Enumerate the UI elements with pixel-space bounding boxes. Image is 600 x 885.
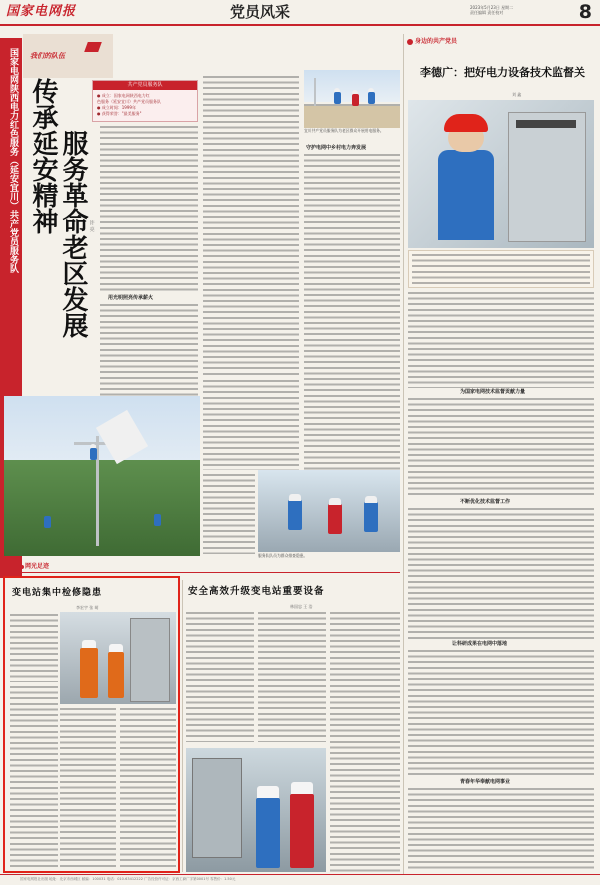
right-article-title: 李德广：把好电力设备技术监督关 <box>420 66 585 79</box>
photo-caption: 宜川共产党员服务队为老区群众开展用电服务。 <box>304 128 384 133</box>
lead-body-column <box>203 474 255 554</box>
lead-author: 许 亮 <box>88 220 95 232</box>
lead-body-column <box>100 126 198 294</box>
masthead-editors: 责任编辑 责任校对 <box>470 10 504 15</box>
column-divider <box>403 34 404 874</box>
right-article-author: 刘 鑫 <box>512 92 522 97</box>
engineer-photo <box>408 100 594 248</box>
page-number: 8 <box>578 1 592 23</box>
footer <box>0 874 600 885</box>
right-body-column <box>408 650 594 776</box>
masthead-date: 2023年5月23日 星期二 <box>470 5 514 10</box>
story2-body-column <box>258 612 326 742</box>
right-body-column <box>408 292 594 388</box>
story1-body-column <box>60 708 116 870</box>
story1-title: 变电站集中检修隐患 <box>12 588 103 598</box>
newspaper-brand: 国家电网报 <box>6 4 77 19</box>
banner-text: 我们的队伍 <box>30 52 65 60</box>
team-info-line: ● 成立时间：1999年 <box>97 105 136 110</box>
profile-box <box>408 250 594 288</box>
substation-photo <box>60 612 176 704</box>
side-bar-text: 国家电网陕西电力红色服务（延安宜川）共产党员服务队 <box>8 48 18 273</box>
lead-title-line1: 传承延安精神 <box>28 78 58 234</box>
section-title: 党员风采 <box>230 3 291 21</box>
kicker-dot-icon <box>20 565 24 569</box>
story1-body-column <box>10 614 58 682</box>
team-info-line: ● 成立：国家电网陕西电力红 <box>97 93 150 98</box>
lead-body-column <box>203 380 299 470</box>
masthead <box>0 0 600 26</box>
right-body-column <box>408 508 594 640</box>
team-info-line: 色服务（延安宜川）共产党员服务队 <box>97 99 161 104</box>
inspection-photo <box>258 470 400 552</box>
right-subhead: 让科研成果在电网中落地 <box>452 641 508 647</box>
footer-text: 国家电网报社出版 地址：北京市西城区 邮编：100031 电话：010-63412222 广告经营许可证：京西工商广字第0001号 零售价：1.50元 <box>20 877 236 881</box>
team-info-title: 共产党员服务队 <box>93 81 197 90</box>
lead-title-line2: 服务革命老区发展 <box>58 130 88 338</box>
bottom-section-rule <box>20 572 400 573</box>
lead-subhead: 守护电网中乡村电力奔发展 <box>306 145 367 151</box>
team-photo <box>304 70 400 128</box>
team-info-line: ● 获得荣誉："最美服务" <box>97 111 142 116</box>
right-subhead: 青春年华奉献电网事业 <box>460 779 511 785</box>
masthead-meta <box>470 5 513 15</box>
tag-dot-icon <box>407 39 413 45</box>
story1-body-column <box>120 708 176 870</box>
equipment-upgrade-photo <box>186 748 326 872</box>
story2-title: 安全高效升级变电站重要设备 <box>188 586 325 597</box>
story2-author: 林国忠 王 浩 <box>290 604 313 609</box>
story2-body-column <box>186 612 254 742</box>
team-info-box <box>92 80 198 122</box>
story2-body-column <box>330 612 400 872</box>
story1-author: 李宏宇 张 萌 <box>76 605 99 610</box>
right-body-column <box>408 398 594 498</box>
photo-caption: 服务队队员为群众排查隐患。 <box>258 553 308 558</box>
power-line-photo <box>4 396 200 556</box>
lead-body-column <box>203 76 299 376</box>
right-subhead: 不断优化技术监督工作 <box>460 499 511 505</box>
lead-subhead: 用光明照亮传承薪火 <box>108 295 154 301</box>
right-body-column <box>408 788 594 872</box>
story1-body-column <box>10 686 58 870</box>
column-divider <box>182 580 183 872</box>
right-subhead: 为国家电网技术监督贡献力量 <box>460 389 526 395</box>
bottom-section-kicker: 网光足迹 <box>25 563 50 570</box>
right-section-tag: 身边的共产党员 <box>415 38 458 45</box>
